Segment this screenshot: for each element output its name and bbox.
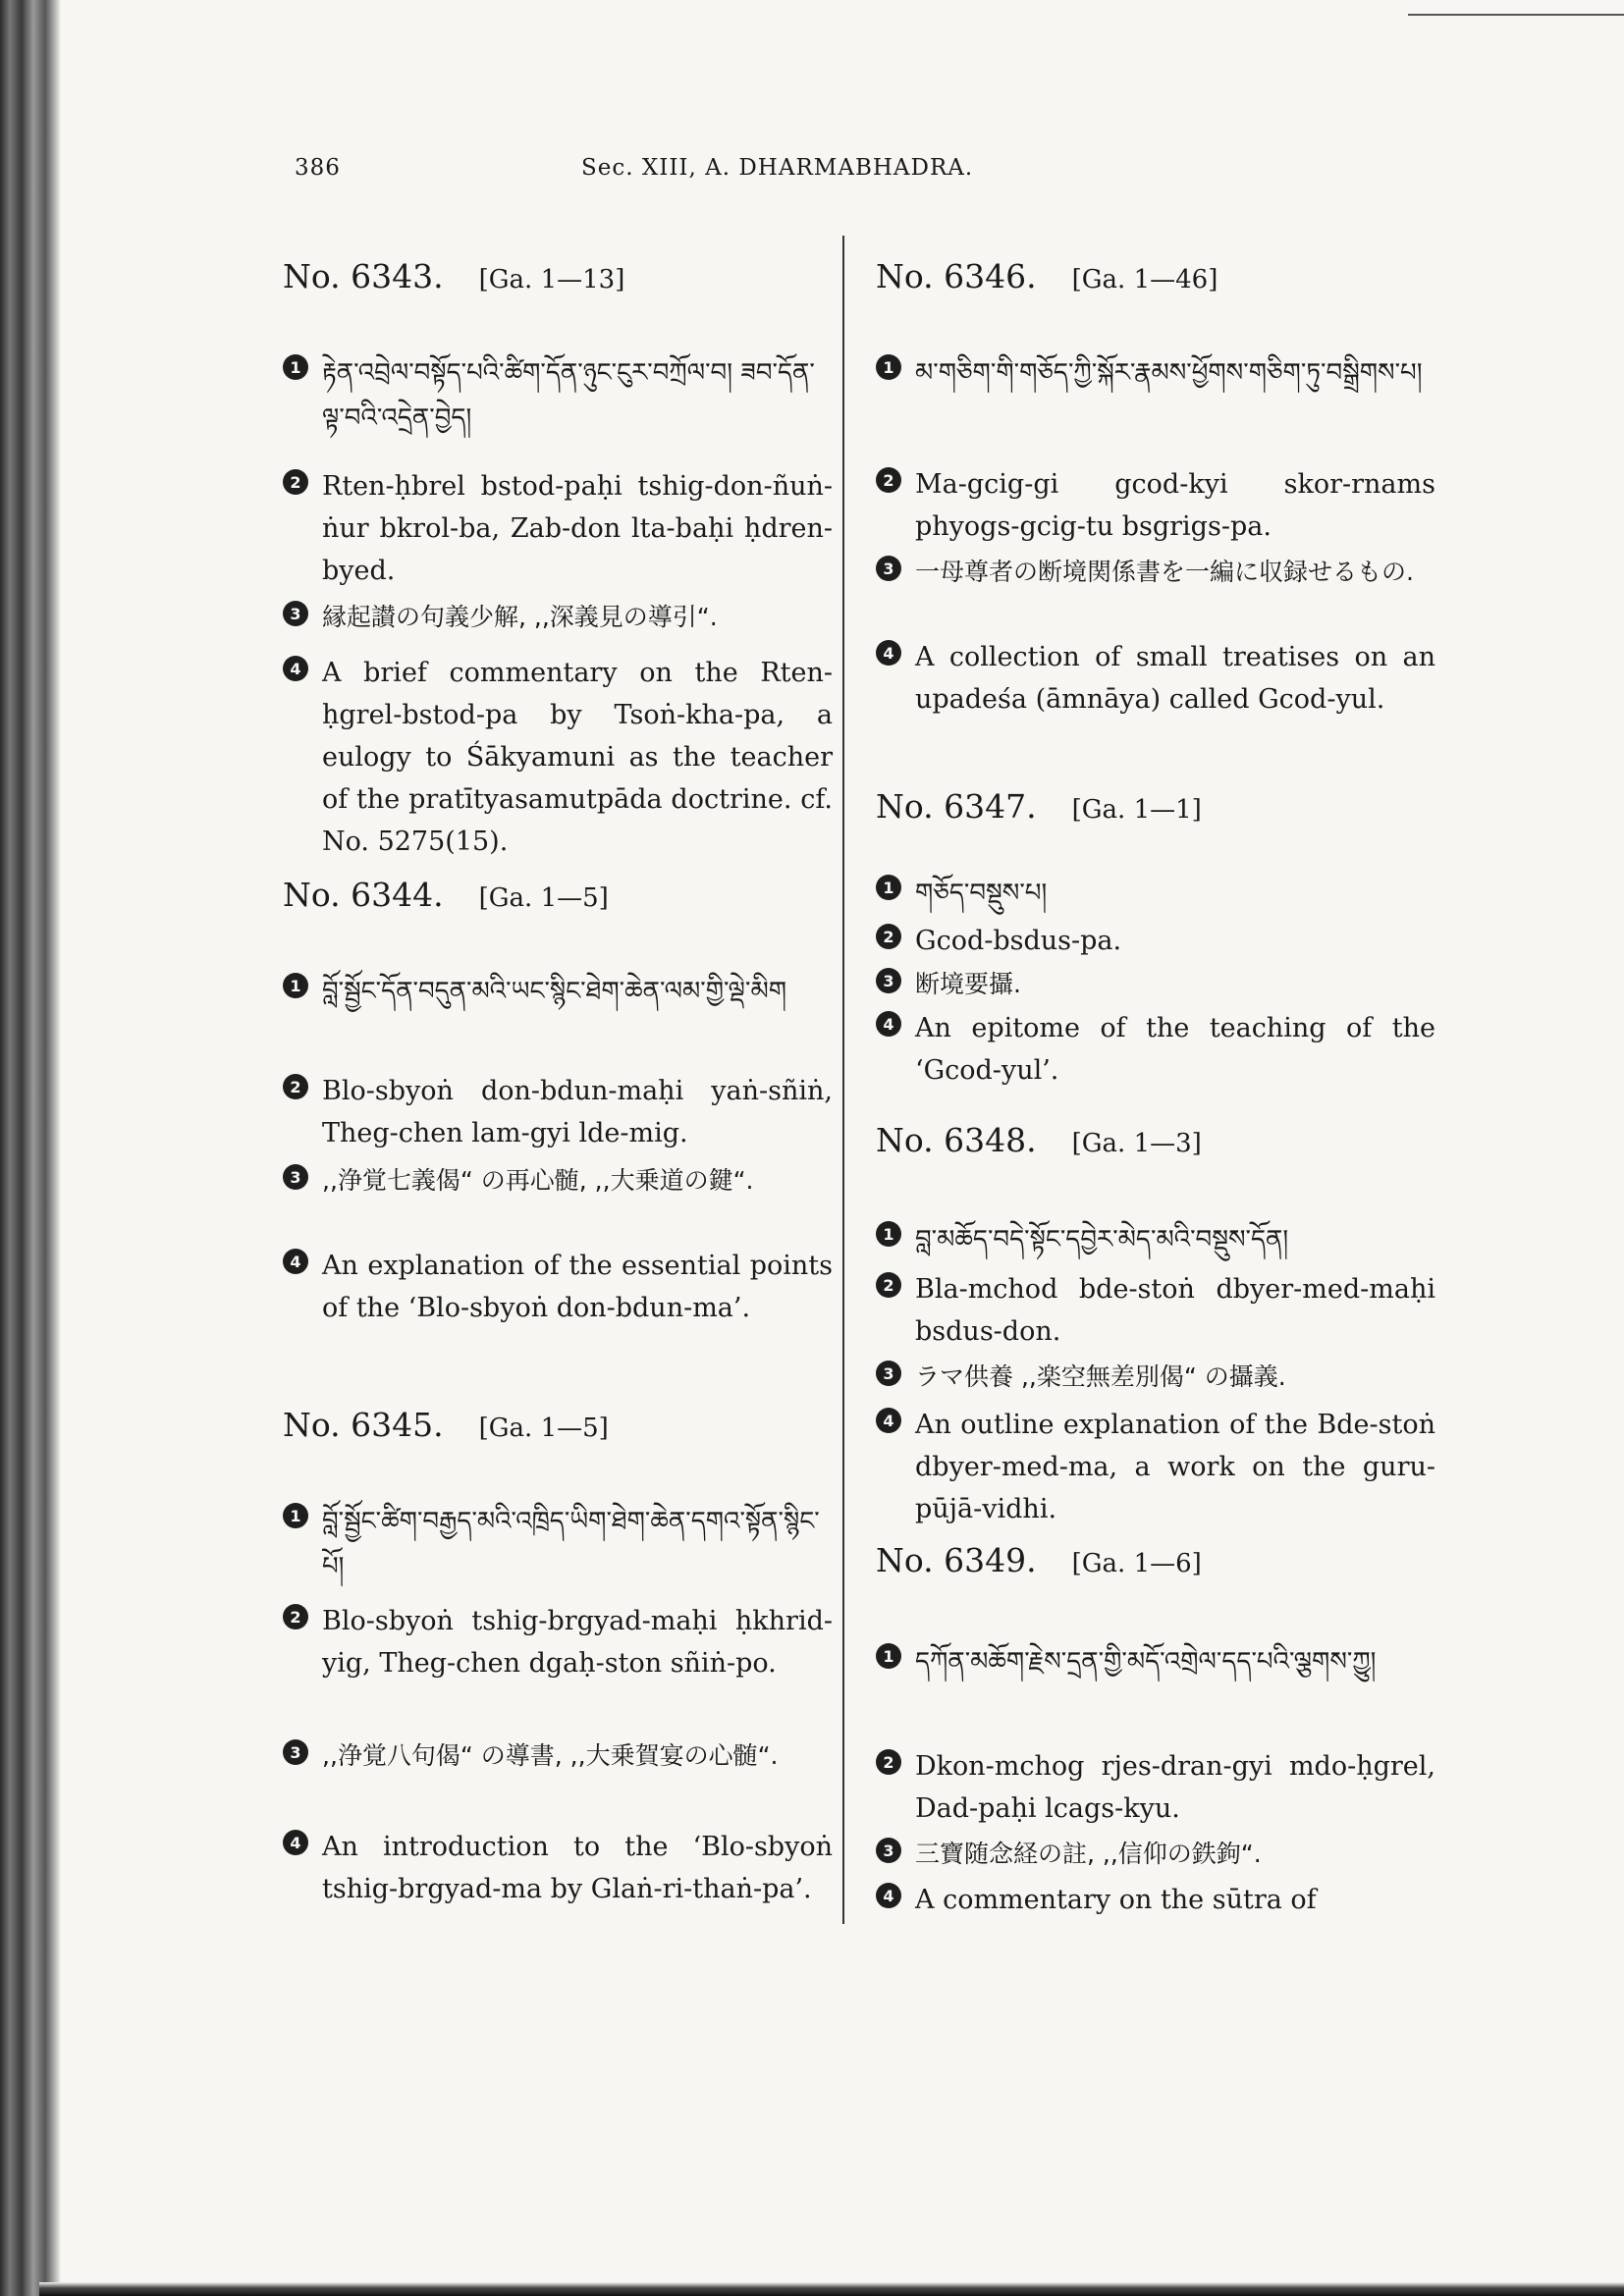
marker-3-icon: 3 xyxy=(876,1361,901,1386)
japanese-title: ,,浄覚七義偈“ の再心髄, ,,大乗道の鍵“. xyxy=(322,1166,754,1195)
japanese-title: ,,浄覚八句偈“ の導書, ,,大乗賀宴の心髄“. xyxy=(322,1741,779,1770)
marker-4-icon: 4 xyxy=(283,1830,308,1855)
japanese-title: 縁起讃の句義少解, ,,深義見の導引“. xyxy=(322,603,718,631)
english-description: An epitome of the teaching of the ‘Gcod-yul’. xyxy=(915,1013,1435,1086)
entry-6349 xyxy=(876,1541,1435,1953)
marker-2-icon: 2 xyxy=(876,1749,901,1775)
entry-number: No. 6347. xyxy=(876,787,1037,826)
japanese-title: 断境要攝. xyxy=(915,970,1021,998)
marker-4-icon: 4 xyxy=(876,1883,901,1908)
english-description: An introduction to the ‘Blo-sbyoṅ tshig-brgyad-ma by Glaṅ-ri-thaṅ-pa’. xyxy=(322,1832,833,1904)
english-description: A commentary on the sūtra of xyxy=(915,1885,1317,1915)
marker-2-icon: 2 xyxy=(283,1074,308,1099)
marker-1-icon: 1 xyxy=(283,354,308,380)
tibetan-title: མ་གཅིག་གི་གཅོད་ཀྱི་སྐོར་རྣམས་ཕྱོགས་གཅིག་ཏུ་བསྒྲིགས་པ། xyxy=(915,358,1423,388)
english-description: A brief commentary on the Rten-ḥgrel-bstod-pa by Tsoṅ-kha-pa, a eulogy to Śākyamuni as the teacher of the pratītyasamutpāda doctrine. cf. No. 5275(15). xyxy=(322,658,833,857)
marker-1-icon: 1 xyxy=(876,354,901,380)
transliteration: Blo-sbyoṅ tshig-brgyad-maḥi ḥkhrid-yig, Theg-chen dgaḥ-ston sñiṅ-po. xyxy=(322,1606,833,1679)
entry-number: No. 6345. xyxy=(283,1406,444,1444)
entry-6346 xyxy=(876,257,1435,719)
entry-6344 xyxy=(283,876,833,1323)
entry-number: No. 6348. xyxy=(876,1121,1037,1159)
entry-6347 xyxy=(876,787,1435,1086)
column-divider xyxy=(842,236,844,1924)
marker-1-icon: 1 xyxy=(876,1221,901,1247)
transliteration: Blo-sbyoṅ don-bdun-maḥi yaṅ-sñiṅ, Theg-chen lam-gyi lde-mig. xyxy=(322,1076,833,1148)
marker-2-icon: 2 xyxy=(283,469,308,495)
english-description: A collection of small treatises on an upadeśa (āmnāya) called Gcod-yul. xyxy=(915,642,1435,715)
transliteration: Rten-ḥbrel bstod-paḥi tshig-don-ñuṅ-ṅur bkrol-ba, Zab-don lta-baḥi ḥdren-byed. xyxy=(322,471,833,586)
marker-4-icon: 4 xyxy=(283,656,308,681)
marker-3-icon: 3 xyxy=(283,1164,308,1190)
marker-4-icon: 4 xyxy=(876,1408,901,1433)
entry-number: No. 6346. xyxy=(876,257,1037,295)
entry-6343 xyxy=(283,257,833,857)
marker-4-icon: 4 xyxy=(876,1011,901,1037)
transliteration: Gcod-bsdus-pa. xyxy=(915,926,1122,956)
entry-reference: [Ga. 1—5] xyxy=(478,1414,609,1443)
marker-3-icon: 3 xyxy=(876,1838,901,1863)
japanese-title: 三寶随念経の註, ,,信仰の鉄鉤“. xyxy=(915,1840,1262,1868)
transliteration: Bla-mchod bde-stoṅ dbyer-med-maḥi bsdus-don. xyxy=(915,1274,1435,1347)
entry-6345 xyxy=(283,1406,833,1955)
tibetan-title: གཅོད་བསྡུས་པ། xyxy=(915,879,1048,908)
entry-reference: [Ga. 1—46] xyxy=(1071,265,1218,294)
running-title: Sec. XIII, A. DHARMABHADRA. xyxy=(581,155,974,181)
english-description: An outline explanation of the Bde-stoṅ dbyer-med-ma, a work on the guru-pūjā-vidhi. xyxy=(915,1410,1435,1524)
bottom-edge xyxy=(39,2282,1624,2296)
page-number: 386 xyxy=(295,155,341,181)
marker-2-icon: 2 xyxy=(876,924,901,949)
english-description: An explanation of the essential points of the ‘Blo-sbyoṅ don-bdun-ma’. xyxy=(322,1251,833,1323)
binding-edge xyxy=(0,0,61,2296)
entry-number: No. 6349. xyxy=(876,1541,1037,1579)
page-header xyxy=(295,155,1473,194)
entry-6348 xyxy=(876,1121,1435,1524)
entry-reference: [Ga. 1—5] xyxy=(478,883,609,913)
marker-3-icon: 3 xyxy=(876,968,901,993)
entry-reference: [Ga. 1—13] xyxy=(478,265,625,294)
marker-1-icon: 1 xyxy=(876,1643,901,1669)
japanese-title: 一母尊者の断境関係書を一編に収録せるもの. xyxy=(915,558,1414,586)
marker-3-icon: 3 xyxy=(283,601,308,626)
marker-3-icon: 3 xyxy=(876,556,901,581)
top-rule xyxy=(1408,14,1624,16)
transliteration: Dkon-mchog rjes-dran-gyi mdo-ḥgrel, Dad-paḥi lcags-kyu. xyxy=(915,1751,1435,1824)
marker-2-icon: 2 xyxy=(876,1272,901,1298)
transliteration: Ma-gcig-gi gcod-kyi skor-rnams phyogs-gcig-tu bsgrigs-pa. xyxy=(915,469,1435,542)
entry-number: No. 6343. xyxy=(283,257,444,295)
marker-1-icon: 1 xyxy=(283,973,308,998)
tibetan-title: བླ་མཆོད་བདེ་སྟོང་དབྱེར་མེད་མའི་བསྡུས་དོན། xyxy=(915,1225,1289,1255)
marker-3-icon: 3 xyxy=(283,1739,308,1765)
tibetan-title: དཀོན་མཆོག་རྗེས་དྲན་གྱི་མདོ་འགྲེལ་དད་པའི་ལྕགས་ཀྱུ། xyxy=(915,1647,1377,1677)
marker-4-icon: 4 xyxy=(283,1249,308,1274)
entry-number: No. 6344. xyxy=(283,876,444,914)
marker-2-icon: 2 xyxy=(876,467,901,493)
marker-4-icon: 4 xyxy=(876,640,901,666)
tibetan-title: བློ་སྦྱོང་ཚིག་བརྒྱད་མའི་འཁྲིད་ཡིག་ཐེག་ཆེན་དགའ་སྟོན་སྙིང་པོ། xyxy=(322,1507,820,1581)
entry-reference: [Ga. 1—6] xyxy=(1071,1549,1202,1578)
tibetan-title: རྟེན་འབྲེལ་བསྟོད་པའི་ཚིག་དོན་ཉུང་ངུར་བཀྲོལ་བ། ཟབ་དོན་ལྟ་བའི་འདྲེན་བྱེད། xyxy=(322,358,815,433)
marker-2-icon: 2 xyxy=(283,1604,308,1629)
japanese-title: ラマ供養 ,,楽空無差別偈“ の攝義. xyxy=(915,1362,1286,1391)
marker-1-icon: 1 xyxy=(283,1503,308,1528)
tibetan-title: བློ་སྦྱོང་དོན་བདུན་མའི་ཡང་སྙིང་ཐེག་ཆེན་ལམ་གྱི་ལྡེ་མིག xyxy=(322,977,787,1006)
entry-reference: [Ga. 1—1] xyxy=(1071,795,1202,825)
marker-1-icon: 1 xyxy=(876,875,901,900)
entry-reference: [Ga. 1—3] xyxy=(1071,1129,1202,1158)
